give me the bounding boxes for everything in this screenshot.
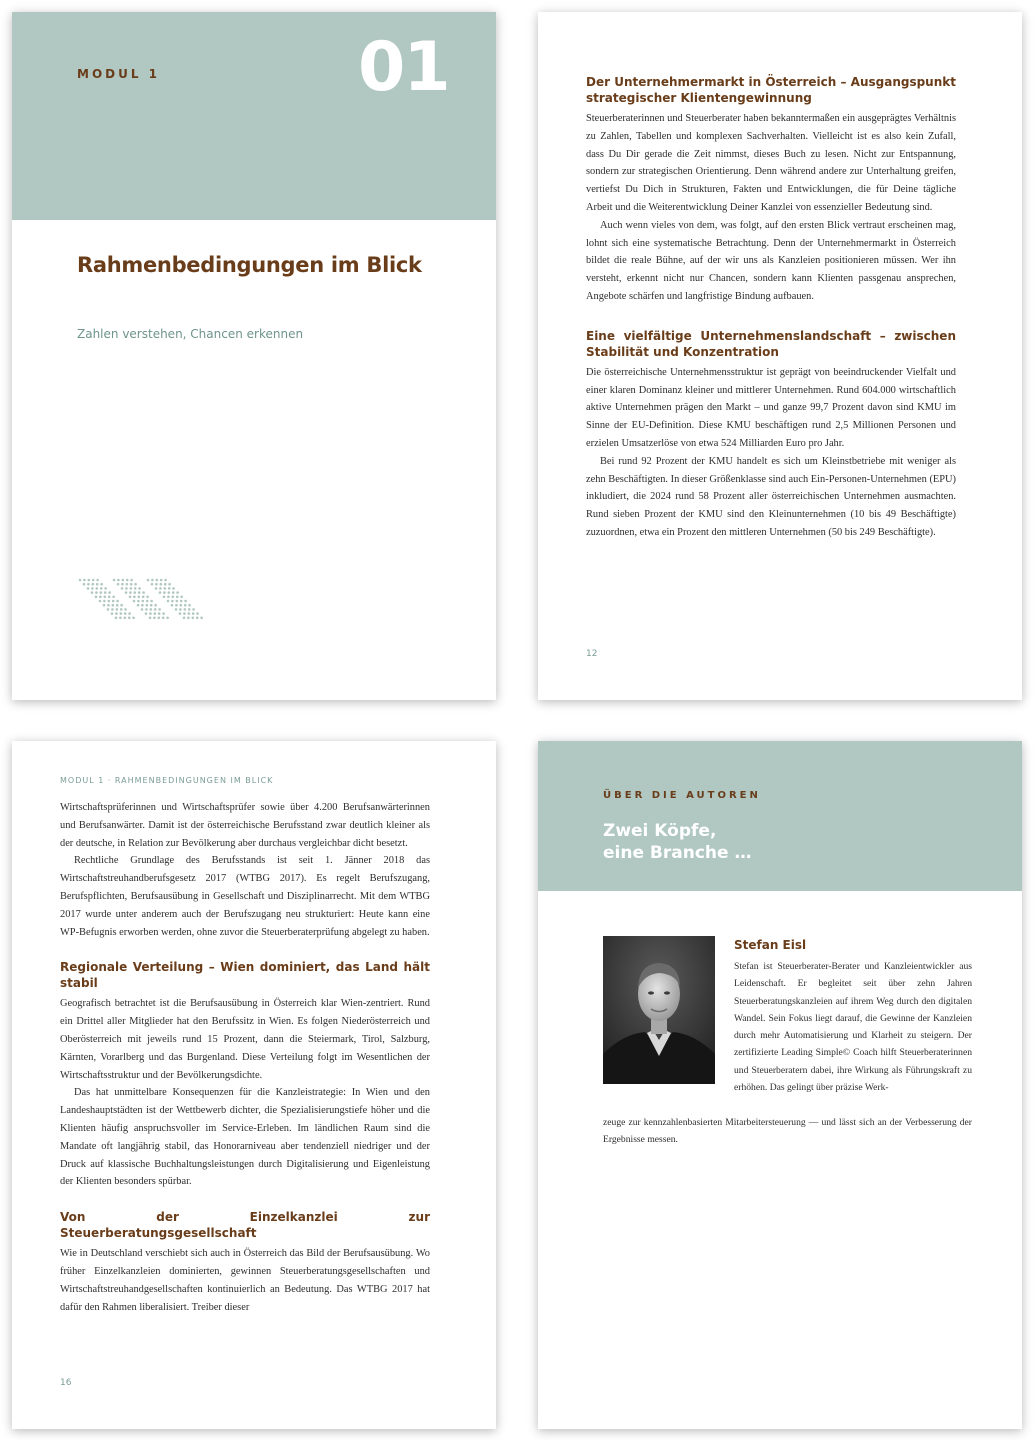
page-12 — [538, 12, 1022, 700]
author-bio-continued: zeuge zur kennzahlenbasierten Mitarbeitersteuerung — und lässt sich an der Verbesserung der Ergebnisse messen. — [603, 1117, 972, 1146]
section-heading: Der Unternehmermarkt in Österreich – Ausgangspunkt strategischer Klientengewinnung — [586, 75, 956, 105]
module-number: 01 — [358, 28, 449, 107]
body-text — [586, 74, 956, 542]
page-16 — [12, 741, 496, 1429]
author-photo — [603, 936, 715, 1084]
paragraph: Das hat unmittelbare Konsequenzen für die Kanzleistrategie: In Wien und den Landeshauptstädten ist der Wettbewerb dichter, die Spezialisierungstiefe höher und die Klienten häufig anspruchsvoller im Service-Erleben. Im ländlichen Raum sind die Mandate oft langjährig stabil, das Honorarniveau aber tendenziell niedriger und der Druck auf klassische Buchhaltungsleistungen durch Digitalisierung und Eigenleistung der Klienten besonders spürbar. — [60, 1087, 430, 1188]
author-bio: Stefan ist Steuerberater-Berater und Kanzleientwickler aus Leidenschaft. Er begleitet seit über zehn Jahren Steuerberatungskanzleien auf ihrem Weg durch den digitalen Wandel. Sein Fokus liegt darauf, die Gewinne der Kanzleien durch mehr Automatisierung und Klarheit zu steigern. Der zertifizierte Leading Simple© Coach hilft Steuerberaterinnen und Steuerberatern dabei, ihre Wirkung als Führungskraft zu erhöhen. Das gelingt über präzise Werk- — [734, 961, 972, 1094]
page-number: 12 — [586, 649, 598, 659]
running-head: MODUL 1 · RAHMENBEDINGUNGEN IM BLICK — [60, 776, 274, 785]
page-chapter-opener — [12, 12, 496, 700]
page-about-authors — [538, 741, 1022, 1429]
page-number: 16 — [60, 1378, 72, 1388]
title-line: Zwei Köpfe, — [603, 821, 717, 841]
author-portrait-image — [603, 936, 715, 1084]
section-heading: Regionale Verteilung – Wien dominiert, das Land hält stabil — [60, 960, 430, 991]
paragraph: Steuerberaterinnen und Steuerberater haben bekanntermaßen ein ausgeprägtes Verhältnis zu Zahlen, Tabellen und komplexen Sachverhalten. Vielleicht ist es also kein Zufall, dass Du Dir gerade die Zeit nimmst, dieses Buch zu lesen. Nicht zur Entspannung, sondern zur strategischen Orientierung. Denn während andere zur Unterhaltung greifen, vertiefst Du Dich in Strukturen, Fakten und Entwicklungen, die für Deine tägliche Arbeit und die Weiterentwicklung Deiner Kanzlei von essenzieller Bedeutung sind. — [586, 113, 956, 213]
section-title — [603, 820, 751, 864]
section-label: ÜBER DIE AUTOREN — [603, 790, 761, 801]
section-heading: Eine vielfältige Unternehmenslandschaft – zwischen Stabilität und Konzentration — [586, 328, 956, 359]
title-line: eine Branche … — [603, 843, 752, 863]
chapter-subtitle: Zahlen verstehen, Chancen erkennen — [77, 327, 304, 341]
chapter-title: Rahmenbedingungen im Blick — [77, 253, 422, 277]
paragraph: Die österreichische Unternehmensstruktur ist geprägt von beeindruckender Vielfalt und einer klaren Dominanz kleiner und mittlerer Unternehmen. Rund 604.000 wirtschaftlich aktive Unternehmen prägen den Markt – und ganze 99,7 Prozent davon sind KMU im Sinne der EU-Definition. Diese KMU beschäftigen rund 2,5 Millionen Personen und erzielen Umsatzerlöse von etwa 524 Milliarden Euro pro Jahr. — [586, 366, 956, 449]
module-label: MODUL 1 — [77, 67, 161, 81]
section-heading: Von der Einzelkanzlei zur Steuerberatungsgesellschaft — [60, 1210, 430, 1241]
body-text — [60, 799, 430, 1316]
paragraph: Wie in Deutschland verschiebt sich auch in Österreich das Bild der Berufsausübung. Wo früher Einzelkanzleien dominierten, gewinnen Steuerberatungsgesellschaften und Wirtschaftstreuhandgesellschaften kontinuierlich an Bedeutung. Das WTBG 2017 hat dafür den Rahmen liberalisiert. Treiber dieser — [60, 1248, 430, 1313]
header-band — [538, 741, 1022, 891]
paragraph: Geografisch betrachtet ist die Berufsausübung in Österreich klar Wien-zentriert. Rund ein Drittel aller Mitglieder hat den Berufssitz in Wien. Es folgen Niederösterreich und Oberösterreich mit jeweils rund 15 Prozent, dann die Steiermark, Tirol, Salzburg, Kärnten, Vorarlberg und das Burgenland. Diese Verteilung folgt im Wesentlichen der Wirtschaftsstruktur und der Bevölkerungsdichte. — [60, 998, 430, 1081]
paragraph: Wirtschaftsprüferinnen und Wirtschaftsprüfer sowie über 4.200 Berufsanwärterinnen und Berufsanwärter. Damit ist der österreichische Berufsstand zwar deutlich kleiner als der deutsche, in Relation zur Bevölkerung aber durchaus vergleichbar dicht besetzt. — [60, 802, 430, 849]
paragraph: Rechtliche Grundlage des Berufsstands ist seit 1. Jänner 2018 das Wirtschaftstreuhandberufsgesetz 2017 (WTBG 2017). Es regelt Berufszugang, Berufspflichten, Berufsausübung in Gesellschaft und Disziplinarrecht. Mit dem WTBG 2017 wurde unter anderem auch der Berufszugang neu strukturiert: Heute kann eine WP-Befugnis erworben werden, ohne zuvor die Steuerberaterprüfung abgelegt zu haben. — [60, 855, 430, 938]
paragraph: Auch wenn vieles von dem, was folgt, auf den ersten Blick vertraut erscheinen mag, lohnt sich eine systematische Betrachtung. Denn der Unternehmermarkt in Österreich bildet die reale Bühne, auf der wir uns als Kanzleien positionieren müssen. Wer ihn versteht, erkennt nicht nur Chancen, sondern kann Klienten passgenau ansprechen, Angebote schärfen und langfristige Bindung aufbauen. — [586, 219, 956, 302]
dot-pattern-decoration — [76, 578, 216, 622]
author-name: Stefan Eisl — [734, 938, 807, 952]
paragraph: Bei rund 92 Prozent der KMU handelt es sich um Kleinstbetriebe mit weniger als zehn Beschäftigten. In dieser Größenklasse sind auch Ein-Personen-Unternehmen (EPU) inkludiert, die 2024 rund 58 Prozent aller österreichischen Unternehmen ausmachten. Rund sieben Prozent der KMU sind den Kleinunternehmen (10 bis 49 Beschäftigte) zuzuordnen, etwa ein Prozent den mittleren Unternehmen (50 bis 249 Beschäftigte). — [586, 455, 956, 538]
